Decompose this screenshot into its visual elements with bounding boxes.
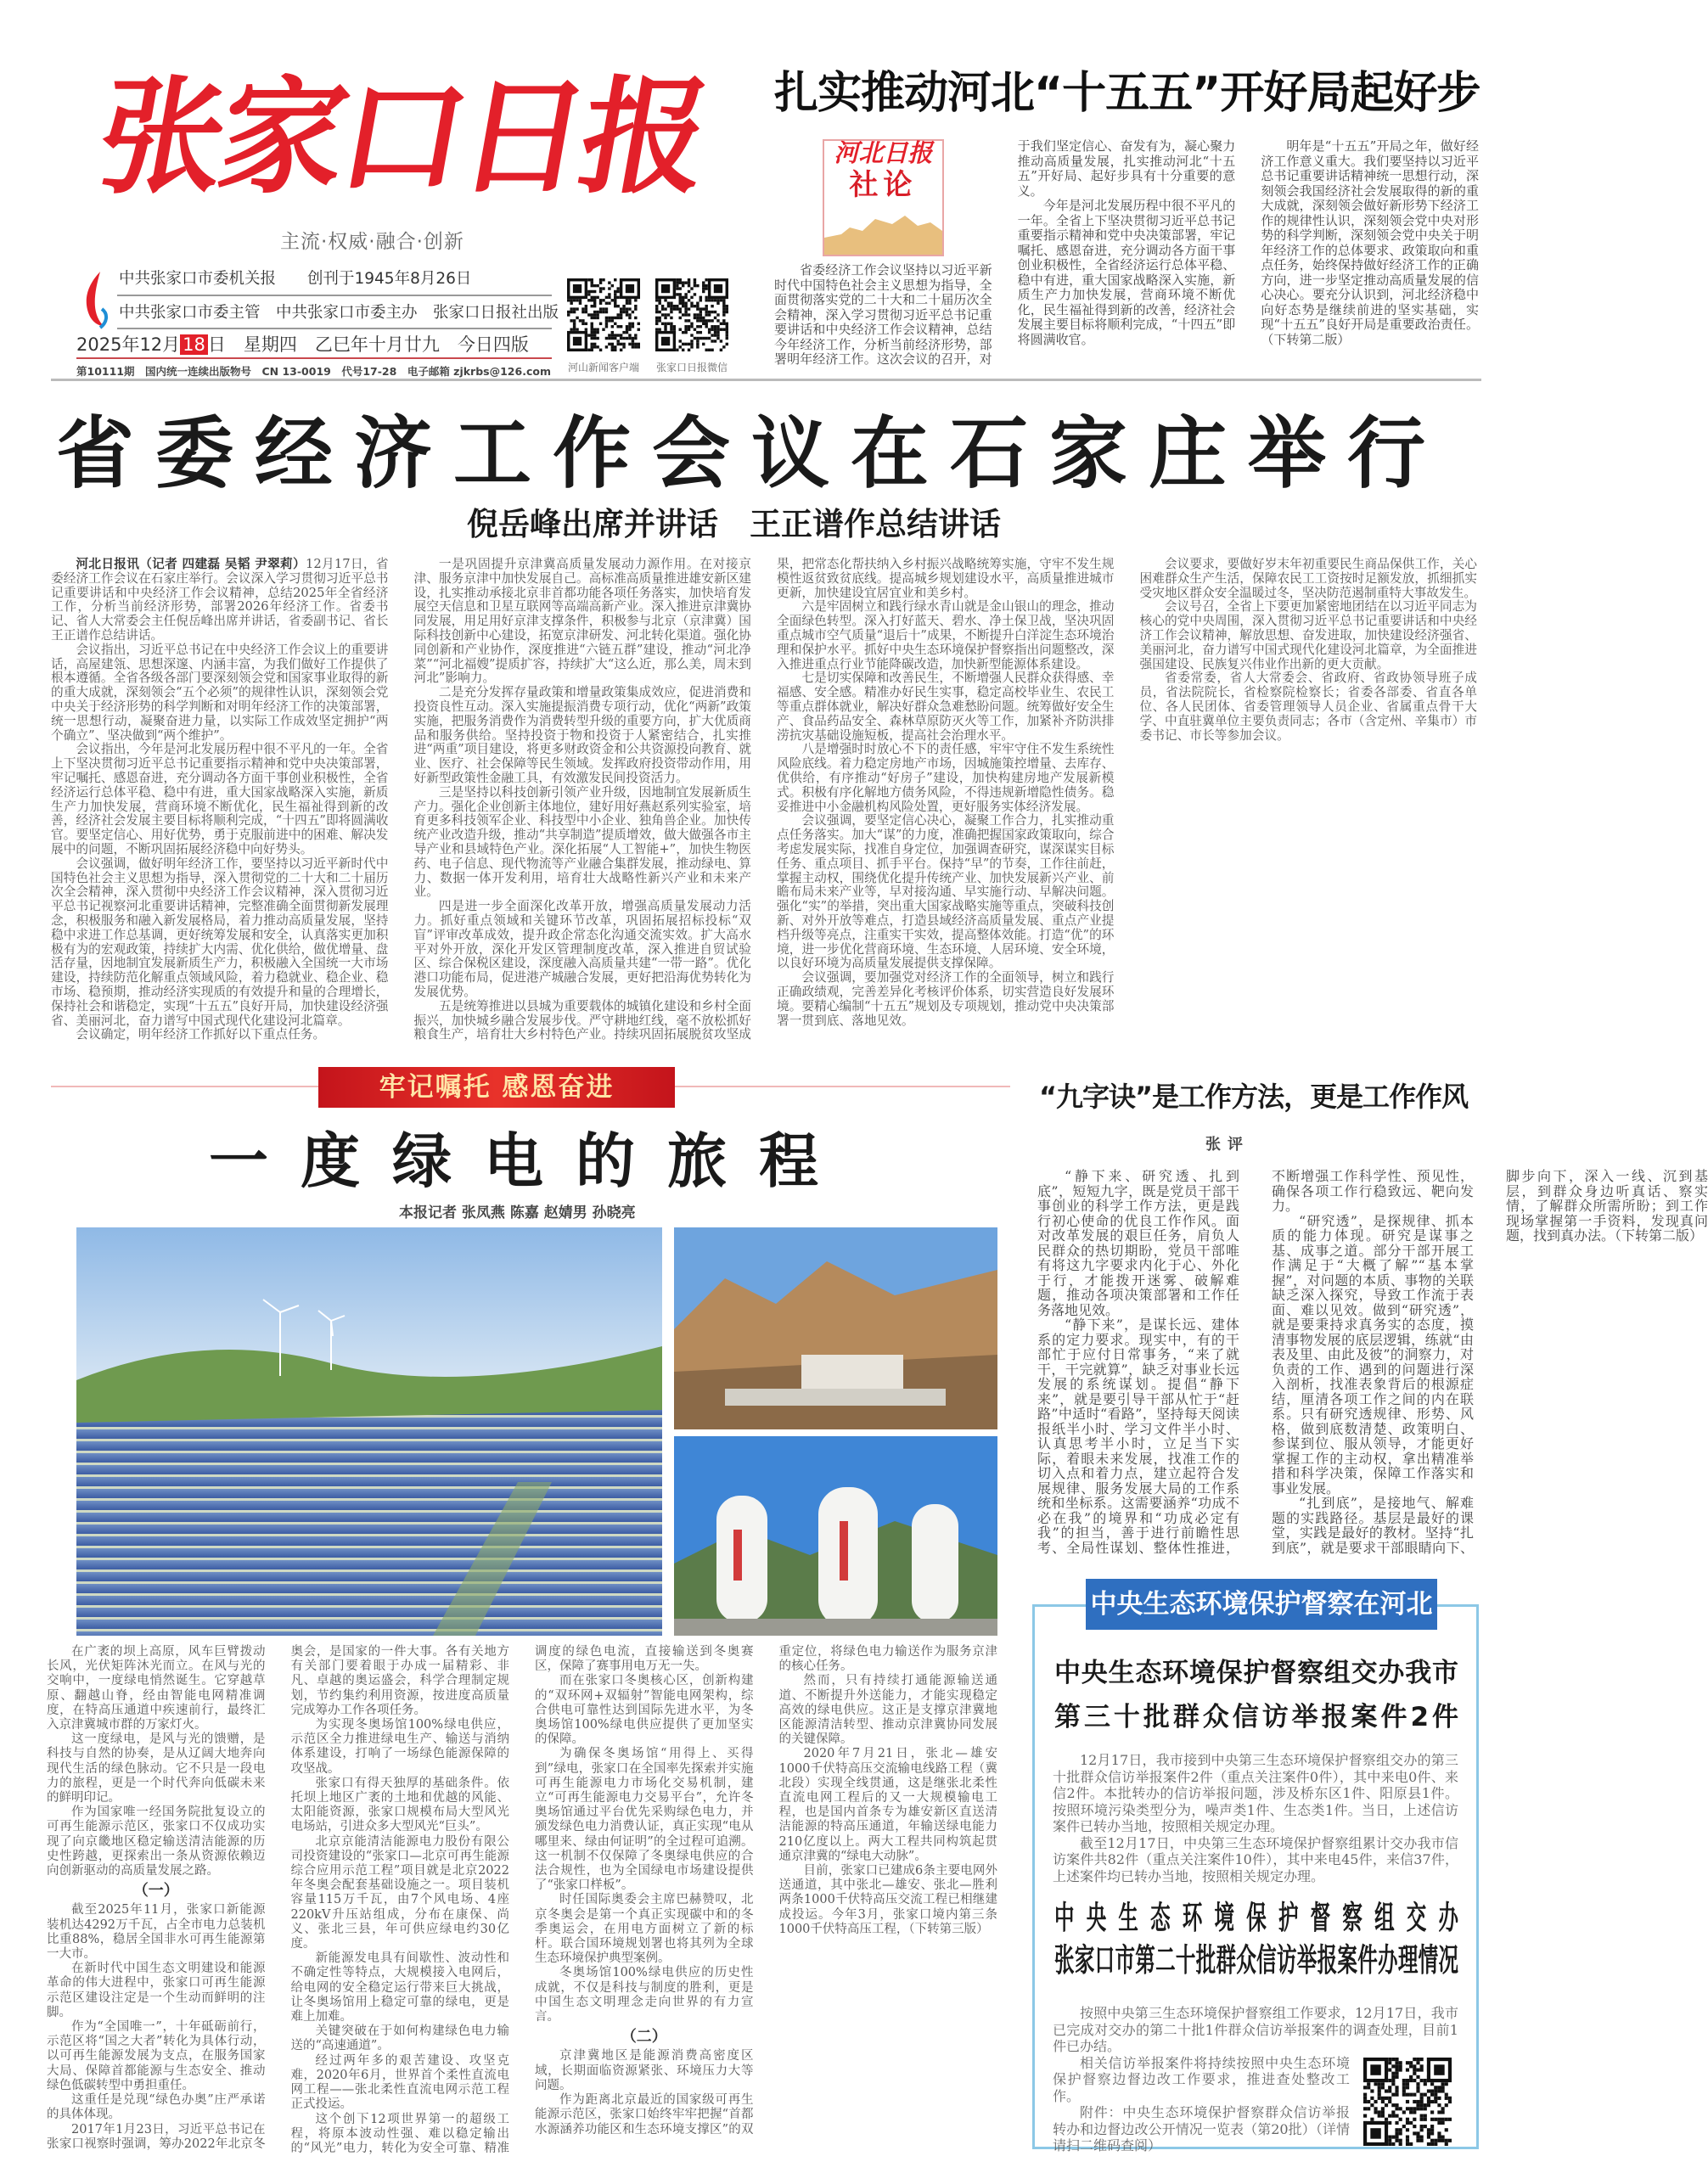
qr-code-news-app[interactable] [567,278,640,355]
paragraph: 这一度绿电，是风与光的馈赠，是科技与自然的协奏，是从辽阔大地奔向现代生活的绿色脉动。它不只是一段电力的旅程，更是一个时代奔向低碳未来的鲜明印记。 [47,1732,266,1805]
paragraph: 张家口有得天独厚的基础条件。依托坝上地区广袤的土地和优越的风能、太阳能资源，张家口规模布局大型风光电场站，引进众多大型风光“巨头”。 [290,1776,509,1834]
masthead-line1: 中共张家口市委机关报 创刊于1945年8月26日 [119,270,472,288]
photo-solar-field [76,1227,662,1636]
editorial-logo-line2: 社论 [849,168,918,202]
issue-meta: 第10111期 国内统一连续出版物号 CN 13-0019 代号17-28 电子邮箱 zjkrbs@126.com [76,365,551,378]
paragraph: 这重任是兑现“绿色办奥”庄严承诺的具体体现。 [47,2093,266,2122]
paragraph: 2017年1月23日，习近平总书记在张家口视察时强调，筹办2022年北京冬奥会，是国家的一件大事。各有关地方有关部门要着眼于办成一届精彩、非凡、卓越的奥运盛会，科学合理制定规划，节约集约利用资源，按进度高质量完成筹办工作各项任务。 [47,1645,509,2151]
paragraph: 北京京能清洁能源电力股份有限公司投资建设的“张家口—北京可再生能源综合应用示范工程”项目就是北京2022年冬奥会配套基础设施之一。项目装机容量115万千瓦，由7个风电场、4座220kV升压站组成，分布在康保、尚义、张北三县，年可供应绿电约30亿度。 [290,1834,509,1951]
paragraph: 一是巩固提升京津冀高质量发展动力源作用。在对接京津、服务京津中加快发展自己。高标准高质量推进雄安新区建设，扎实推动承接北京非首都功能各项任务落实，加快培育发展空天信息和卫星互联网等高端高新产业。深入推进京津冀协同发展，用足用好京津支撑条件，积极参与北京（京津冀）国际科技创新中心建设，拓宽京津研发、河北转化渠道。强化协同创新和产业协作，深度推进“六链五群”建设，推动“河北净菜”“河北福嫂”提质扩容，持续扩大“这么近，那么美，周末到河北”影响力。 [413,557,751,686]
feature-byline: 本报记者 张凤燕 陈嘉 赵婧男 孙晓亮 [399,1204,636,1221]
env-banner: 中央生态环境保护督察在河北 [1086,1579,1437,1630]
paragraph: 八是增强时时放心不下的责任感，牢牢守住不发生系统性风险底线。着力稳定房地产市场，因城施策控增量、去库存、优供给，有序推动“好房子”建设，加快构建房地产发展新模式。积极有序化解地方债务风险，不得违规新增隐性债务。稳妥推进中小金融机构风险处置，更好服务实体经济发展。 [777,742,1115,814]
date-day: 18 [180,334,208,355]
main-article-body [51,558,1477,1043]
paragraph: 会议指出，习近平总书记在中央经济工作会议上的重要讲话，高屋建瓴、思想深邃、内涵丰富，为我们做好工作提供了根本遵循。全省各级各部门要深刻领会党和国家事业取得的新的重大成就，深刻领会“五个必须”的规律性认识，深刻领会党中央关于经济形势的科学判断和对明年经济工作的决策部署，统一思想行动，凝聚奋进力量，以实际工作成效坚定拥护“两个确立”、坚决做到“两个维护”。 [51,642,389,743]
paragraph: “扎到底”，是接地气、解难题的实践路径。基层是最好的课堂，实践是最好的教材。坚持“扎到底”，就是要求干部眼睛向下、脚步向下，深入一线、沉到基层，到群众身边听真话、察实情，了解群众所需所盼；到工作现场掌握第一手资料，发现真问题，找到真办法。（下转第二版） [1272,1168,1708,1556]
env-article-1-body [1053,1752,1458,1884]
env-headline-2[interactable] [1054,1896,1458,1981]
main-subheadline: 倪岳峰出席并讲话 王正谱作总结讲话 [467,506,1001,542]
column-banner: 牢记嘱托 感恩奋进 [318,1067,675,1108]
date-suffix: 日 星期四 乙巳年十月廿九 今日四版 [207,334,529,355]
feature-body [47,1645,997,2165]
paragraph: 会议强调，要加强党对经济工作的全面领导，树立和践行正确政绩观，完善差异化考核评价体系，切实营造良好发展环境。要精心编制“十五五”规划及专项规划，推动党中央决策部署一贯到底、落地见效。 [777,970,1115,1028]
commentary-body [1037,1168,1708,1561]
divider [76,357,552,359]
env-headline-1[interactable] [1054,1651,1458,1739]
paragraph: 六是牢固树立和践行绿水青山就是金山银山的理念，推动全面绿色转型。深入打好蓝天、碧水、净土保卫战，坚决巩固重点城市空气质量“退后十”成果，不断提升白洋淀生态环境治理和保护水平。抓好中央生态环境保护督察指出问题整改，深入推进重点行业节能降碳改造，加快新型能源体系建设。 [777,599,1115,671]
paragraph: 时任国际奥委会主席巴赫赞叹，北京冬奥会是第一个真正实现碳中和的冬季奥运会，在用电方面树立了新的标杆。联合国环境规划署也将其列为全球生态环境保护典型案例。 [535,1893,754,1966]
paragraph: 经过两年多的艰苦建设、攻坚克难，2020年6月，世界首个柔性直流电网工程——张北柔性直流电网示范工程正式投运。 [290,2053,509,2112]
paragraph: 而在张家口冬奥核心区，创新构建的“双环网+双辐射”智能电网架构，综合供电可靠性达到国际先进水平，为冬奥场馆100%绿电供应提供了更加坚实的保障。 [535,1674,754,1747]
dateline: 河北日报讯（记者 四建磊 吴韬 尹翠莉） [76,557,306,571]
date-prefix: 2025年12月 [76,334,181,355]
editorial-logo [823,139,944,256]
paragraph: “研究透”，是探规律、抓本质的能力体现。研究是谋事之基、成事之道。部分干部开展工作满足于“大概了解”“基本掌握”，对问题的本质、事物的关联缺乏深入探究，导致工作流于表面、难以见效。做到“研究透”，就是要秉持求真务实的态度，摸清事物发展的底层逻辑，练就“由表及里、由此及彼”的洞察力，对负责的工作、遇到的问题进行深入剖析，找准表象背后的根源症结，厘清各项工作之间的内在联系。只有研究透规律、形势、风格，做到底数清楚、政策明白、参谋到位、服从领导，才能更好掌握工作的主动权，拿出精准举措和科学决策，保障工作落实和事业发展。 [1272,1212,1474,1496]
paragraph: 三是坚持以科技创新引领产业升级，因地制宜发展新质生产力。强化企业创新主体地位，建好用好燕赵系列实验室，培育更多科技领军企业、科技型中小企业、独角兽企业。加快传统产业改造升级，推动“共享制造”提质增效，做大做强各市主导产业和县域特色产业。深化拓展“人工智能+”，加快生物医药、电子信息、现代物流等产业融合集群发展，推动绿电、算力、数据一体开发利用，培育壮大战略性新兴产业和未来产业。 [413,784,751,900]
divider [117,295,552,296]
slogan: 主流·权威·融合·创新 [280,231,464,253]
main-headline[interactable]: 省委经济工作会议在石家庄举行 [56,408,1447,499]
paragraph: 按照中央第三生态环境保护督察组工作要求，12月17日，我市已完成对交办的第二十批1件群众信访举报案件的调查处理，目前1件已办结。 [1053,2005,1458,2054]
headline-line: 张家口市第二十批群众信访举报案件办理情况 [1054,1940,1458,1979]
qr-caption: 河山新闻客户端 [567,362,639,373]
issue-date [76,331,529,357]
flame-icon [81,270,110,329]
paragraph: 为实现冬奥场馆100%绿电供应，示范区全力推进绿电生产、输送与消纳体系建设，打响了一场绿色能源保障的攻坚战。 [290,1718,509,1776]
paragraph: 作为距离北京最近的国家级可再生能源示范区，张家口始终牢牢把握“首都水源涵养功能区和生态环境支撑区”的双重定位，将绿色电力输送作为服务京津的核心任务。 [535,1645,997,2137]
paragraph: 京津冀地区是能源消费高密度区域，长期面临资源紧张、环境压力大等问题。 [535,2049,754,2092]
paragraph: 会议要求，要做好岁末年初重要民生商品保供工作，关心困难群众生产生活，保障农民工工资按时足额发放，抓细抓实受灾地区群众安全温暖过冬，坚决防范遏制重特大事故发生。 [1139,557,1477,600]
paragraph: 五是统筹推进以县城为重要载体的城镇化建设和乡村全面振兴，加快城乡融合发展步伐。严守耕地红线，毫不放松抓好粮食生产，培育壮大乡村特色产业。持续巩固拓展脱贫攻坚成果，把常态化帮扶纳入乡村振兴战略统筹实施，守牢不发生规模性返贫致贫底线。提高城乡规划建设水平，高质量推进城市更新，加快建设宜居宜业和美乡村。 [413,557,1115,1042]
qr-code-wechat[interactable] [655,278,728,355]
paragraph: 作为“全国唯一”，十年砥砺前行，示范区将“国之大者”转化为具体行动，以可再生能源发展为支点，在服务国家大局、保障首都能源与生态安全、推动绿色低碳转型中勇担重任。 [47,2020,266,2092]
paragraph: 在新时代中国生态文明建设和能源革命的伟大进程中，张家口可再生能源示范区建设注定是一个生动而鲜明的注脚。 [47,1962,266,2019]
paragraph: 然而，只有持续打通能源输送通道、不断提升外送能力，才能实现稳定高效的绿电供应。这正是支撑京津冀地区能源清洁转型、推动京津冀协同发展的关键保障。 [778,1674,997,1747]
paragraph: 2020年7月21日，张北—雄安1000千伏特高压交流输电线路工程（冀北段）实现全线贯通，这是继张北柔性直流电网工程后的又一大规模输电工程，也是国内首条专为雄安新区直送清洁能源的特高压通道，年输送绿电能力210亿度以上。两大工程共同构筑起贯通京津冀的“绿电大动脉”。 [778,1747,997,1863]
paragraph: 今年是河北发展历程中很不平凡的一年。全省上下坚决贯彻习近平总书记重要指示精神和党中央决策部署，牢记嘱托、感恩奋进，充分调动各方面干事创业积极性，全省经济运行总体平稳、稳中有进，重大国家战略深入实施，新质生产力加快发展，营商环境不断优化，民生福祉得到新的改善，经济社会发展主要目标将顺利完成，“十四五”即将圆满收官。 [1017,198,1236,347]
great-wall-illustration [824,212,942,255]
masthead-line2: 中共张家口市委主管 中共张家口市委主办 张家口日报社出版 [119,304,559,322]
commentary-author: 张评 [1205,1136,1250,1154]
section-heading: （一） [132,1882,179,1901]
paragraph: 七是切实保障和改善民生，不断增强人民群众获得感、幸福感、安全感。精准办好民生实事，稳定高校毕业生、农民工等重点群体就业，解决好群众急难愁盼问题。统筹做好安全生产、食品药品安全、森林草原防灭火等工作，加紧补齐防洪排涝抗灾基础设施短板，提高社会治理水平。 [777,671,1115,743]
paragraph: 会议指出，今年是河北发展历程中很不平凡的一年。全省上下坚决贯彻习近平总书记重要指示精神和党中央决策部署，牢记嘱托、感恩奋进，充分调动各方面干事创业积极性，全省经济运行总体平稳、稳中有进，重大国家战略深入实施，新质生产力加快发展，营商环境不断优化，民生福祉得到新的改善，经济社会发展主要目标将顺利完成，“十四五”即将圆满收官。要坚定信心、用好优势，勇于克服前进中的困难、解决发展中的问题，不断巩固拓展经济稳中向好势头。 [51,742,389,856]
section-heading: （二） [621,2028,667,2047]
editorial-logo-line1: 河北日报 [834,138,933,167]
divider [117,328,552,329]
paragraph: 会议号召，全省上下要更加紧密地团结在以习近平同志为核心的党中央周围，深入贯彻习近平总书记重要讲话和中央经济工作会议精神，解放思想、奋发进取，加快建设经济强省、美丽河北，奋力谱写中国式现代化建设河北篇章，为全面推进强国建设、民族复兴伟业作出新的更大贡献。 [1139,599,1477,671]
qr-code-attachment[interactable] [1363,2058,1452,2146]
paragraph: 在广袤的坝上高原，风车巨臂拨动长风，光伏矩阵沐光而立。在风与光的交响中，一度绿电悄然诞生。它穿越草原、翻越山脊，经由智能电网精准调度，在特高压通道中疾速前行，最终汇入京津冀城市群的万家灯火。 [47,1645,266,1732]
paragraph: “静下来、研究透、扎到底”，短短九字，既是党员干部干事创业的科学工作方法，更是践行初心使命的优良工作作风。面对改革发展的艰巨任务，肩负人民群众的热切期盼，党员干部唯有将这九字要求内化于心、外化于行，才能拨开迷雾、破解难题，推动各项决策部署和工作任务落地见效。 [1037,1168,1239,1318]
paragraph [51,558,389,643]
paragraph: 12月17日，我市接到中央第三生态环境保护督察组交办的第三十批群众信访举报案件2件（重点关注案件0件），其中来电0件、来信2件。本批转办的信访举报问题，涉及桥东区1件、阳原县1件。按照环境污染类型分为，噪声类1件、生态类1件。当日，上述信访案件已转办当地，按照相关规定办理。 [1053,1752,1458,1834]
paragraph: 关键突破在于如何构建绿色电力输送的“高速通道”。 [290,2024,509,2053]
paragraph: 会议强调，做好明年经济工作，要坚持以习近平新时代中国特色社会主义思想为指导，深入贯彻党的二十大和二十届历次全会精神，深入贯彻中央经济工作会议精神，深入贯彻习近平总书记视察河北重要讲话精神，完整准确全面贯彻新发展理念，积极服务和融入新发展格局，着力推动高质量发展，坚持稳中求进工作总基调，更好统筹发展和安全，认真落实更加积极有为的宏观政策，持续扩大内需、优化供给，做优增量、盘活存量，因地制宜发展新质生产力，积极融入全国统一大市场建设，持续防范化解重点领域风险，着力稳就业、稳企业、稳市场、稳预期，推动经济实现质的有效提升和量的合理增长，保持社会和谐稳定，实现“十五五”良好开局，加快建设经济强省、美丽河北，奋力谱写中国式现代化建设河北篇章。 [51,856,389,1028]
paragraph: 明年是“十五五”开局之年，做好经济工作意义重大。我们要坚持以习近平总书记重要讲话精神统一思想行动，深刻领会我国经济社会发展取得的新的重大成就，深刻领会做好新形势下经济工作的规律性认识，深刻领会党中央对形势的科学判断，深刻领会党中央关于明年经济工作的总体要求、政策取向和重点任务，始终保持做好经济工作的正确方向，进一步坚定推动高质量发展的信心决心。要充分认识到，河北经济稳中向好态势是继续前进的坚实基础，实现“十五五”良好开局是重要政治责任。（下转第二版） [1261,138,1479,347]
qr-caption: 张家口日报微信 [655,362,728,373]
feature-headline[interactable]: 一度绿电的旅程 [209,1126,851,1196]
paragraph: “静下来”，是谋长远、建体系的定力要求。现实中，有的干部忙于应付日常事务，“来了就干，干完就算”，缺乏对事业长远发展的系统谋划。提倡“静下来”，就是要引导干部从忙于“赶路”中适时“看路”，坚持每天阅读报纸半小时、学习文件半小时、认真思考半小时，立足当下实际，着眼未来发展，找准工作的切入点和着力点，建立起符合发展规律、服务发展大局的工作系统和坐标系。这需要涵养“功成不必在我”的境界和“功成必定有我”的担当，善于进行前瞻性思考、全局性谋划、整体性推进，不断增强工作科学性、预见性，确保各项工作行稳致远、靶向发力。 [1037,1168,1474,1556]
paragraph: 会议强调，要坚定信心决心，凝聚工作合力，扎实推动重点任务落实。加大“谋”的力度，准确把握国家政策取向，综合考虑发展实际，找准自身定位，加强调查研究，谋深谋实目标任务、重点项目、抓手平台。保持“早”的节奏，工作往前赶，掌握主动权，围绕优化提升传统产业、加快发展新兴产业、前瞻布局未来产业等，早对接沟通、早实施行动、早解决问题。强化“实”的举措，突出重大国家战略实施等重点，突破科技创新、对外开放等难点，打造县域经济高质量发展、重点产业提档升级等亮点，注重实干实效，提高整体效能。打造“优”的环境，进一步优化营商环境、生态环境、人居环境、安全环境，以良好环境为高质量发展提供支撑保障。 [777,813,1115,971]
headline-line: 第三十批群众信访举报案件2件 [1054,1702,1458,1732]
paragraph: 截至12月17日，中央第三生态环境保护督察组累计交办我市信访案件共82件（重点关注案件10件），其中来电45件，来信37件，上述案件均已转办当地，按照相关规定办理。 [1053,1834,1458,1884]
editorial-headline[interactable]: 扎实推动河北“十五五”开好局起好步 [774,68,1480,119]
editorial-body [774,139,1479,372]
paragraph: 省委常委，省人大常委会、省政府、省政协领导班子成员，省法院院长，省检察院检察长；省委各部委、省直各单位、各人民团体、省委管理领导人员企业、省属重点骨干大学、中直驻冀单位主要负责同志；各市（含定州、辛集市）市委书记、市长等参加会议。 [1139,671,1477,743]
paragraph: 目前，张家口已建成6条主要电网外送通道，其中张北—雄安、张北—胜利两条1000千伏特高压交流工程已相继建成投运。今年3月，张家口境内第三条1000千伏特高压工程，（下转第三版） [778,1864,997,1936]
paragraph: 这个创下12项世界第一的超级工程，将原本波动性强、难以稳定输出的“风光”电力，转化为安全可靠、精准调度的绿色电流，直接输送到冬奥赛区，保障了赛事用电万无一失。 [290,1645,754,2155]
newspaper-logo: 张家口日报 [87,63,716,211]
paragraph: 新能源发电具有间歇性、波动性和不确定性等特点，大规模接入电网后，给电网的安全稳定运行带来巨大挑战，让冬奥场馆用上稳定可靠的绿电，更是难上加难。 [290,1951,509,2024]
headline-line: 中央生态环境保护督察组交办我市 [1054,1658,1458,1688]
commentary-headline[interactable]: “九字诀”是工作方法，更是工作作风 [1039,1081,1469,1113]
paragraph: 二是充分发挥存量政策和增量政策集成效应，促进消费和投资良性互动。深入实施提振消费专项行动，优化“两新”政策实施，把服务消费作为消费转型升级的重要方向，扩大优质商品和服务供给。坚持投资于物和投资于人紧密结合，扎实推进“两重”项目建设，将更多财政资金和公共资源投向教育、就业、医疗、社会保障等民生领域。发挥政府投资带动作用，用好新型政策性金融工具，有效激发民间投资活力。 [413,685,751,785]
paragraph: 为确保冬奥场馆“用得上、买得到”绿电，张家口在全国率先探索并实施可再生能源电力市场化交易机制，建立“可再生能源电力交易平台”，允许冬奥场馆通过平台优先采购绿色电力，并颁发绿色电力消费认证，真正实现“电从哪里来、绿由何证明”的全过程可追溯。这一机制不仅保障了冬奥绿电供应的合法合规性，也为全国绿电市场建设提供了“张家口样板”。 [535,1747,754,1893]
paragraph: 截至2025年11月，张家口新能源装机达4292万千瓦，占全市电力总装机比重88%，稳居全国非水可再生能源第一大市。 [47,1903,266,1962]
paragraph: 作为国家唯一经国务院批复设立的可再生能源示范区，张家口不仅成功实现了向京畿地区稳定输送清洁能源的历史性跨越，更探索出一条从资源依赖迈向创新驱动的高质量发展之路。 [47,1805,266,1878]
photo-mountain-substation [674,1227,997,1429]
paragraph: 会议确定，明年经济工作抓好以下重点任务。 [76,1027,326,1042]
photo-hydrogen-tanks [674,1436,997,1636]
paragraph: 附件：中央生态环境保护督察群众信访举报转办和边督边改公开情况一览表（第20批）（详情请扫二维码查阅） [1053,2104,1350,2153]
paragraph: 省委经济工作会议坚持以习近平新时代中国特色社会主义思想为指导，全面贯彻落实党的二十大和二十届历次全会精神，深入学习贯彻习近平总书记重要讲话和中央经济工作会议精神，总结今年经济工作，分析当前经济形势，部署明年经济工作。这次会议的召开，对于我们坚定信心、奋发有为，凝心聚力推动高质量发展，扎实推动河北“十五五”开好局、起好步具有十分重要的意义。 [774,138,1236,367]
paragraph: 四是进一步全面深化改革开放，增强高质量发展动力活力。抓好重点领域和关键环节改革，巩固拓展招标投标“双盲”评审改革成效，提升政企常态化沟通交流实效。扩大高水平对外开放，深化开发区管理制度改革，深入推进自贸试验区、综合保税区建设，深度融入高质量共建“一带一路”。优化港口功能布局，促进港产城融合发展，更好把沿海优势转化为发展优势。 [413,899,751,999]
headline-line: 中央生态环境保护督察组交办 [1054,1898,1458,1937]
section-divider [51,379,1481,381]
paragraph-text: 12月17日，省委经济工作会议在石家庄举行。会议深入学习贯彻习近平总书记重要讲话和中央经济工作会议精神，总结2025年全省经济工作，分析当前经济形势，部署2026年经济工作。省委书记、省人大常委会主任倪岳峰出席并讲话，省委副书记、省长王正谱作总结讲话。 [51,557,389,643]
paragraph: 冬奥场馆100%绿电供应的历史性成就，不仅是科技与制度的胜利，更是中国生态文明理念走向世界的有力宣言。 [535,1966,754,2024]
paragraph: 相关信访举报案件将持续按照中央生态环境保护督察边督边改工作要求，推进查处整改工作。 [1053,2054,1350,2104]
